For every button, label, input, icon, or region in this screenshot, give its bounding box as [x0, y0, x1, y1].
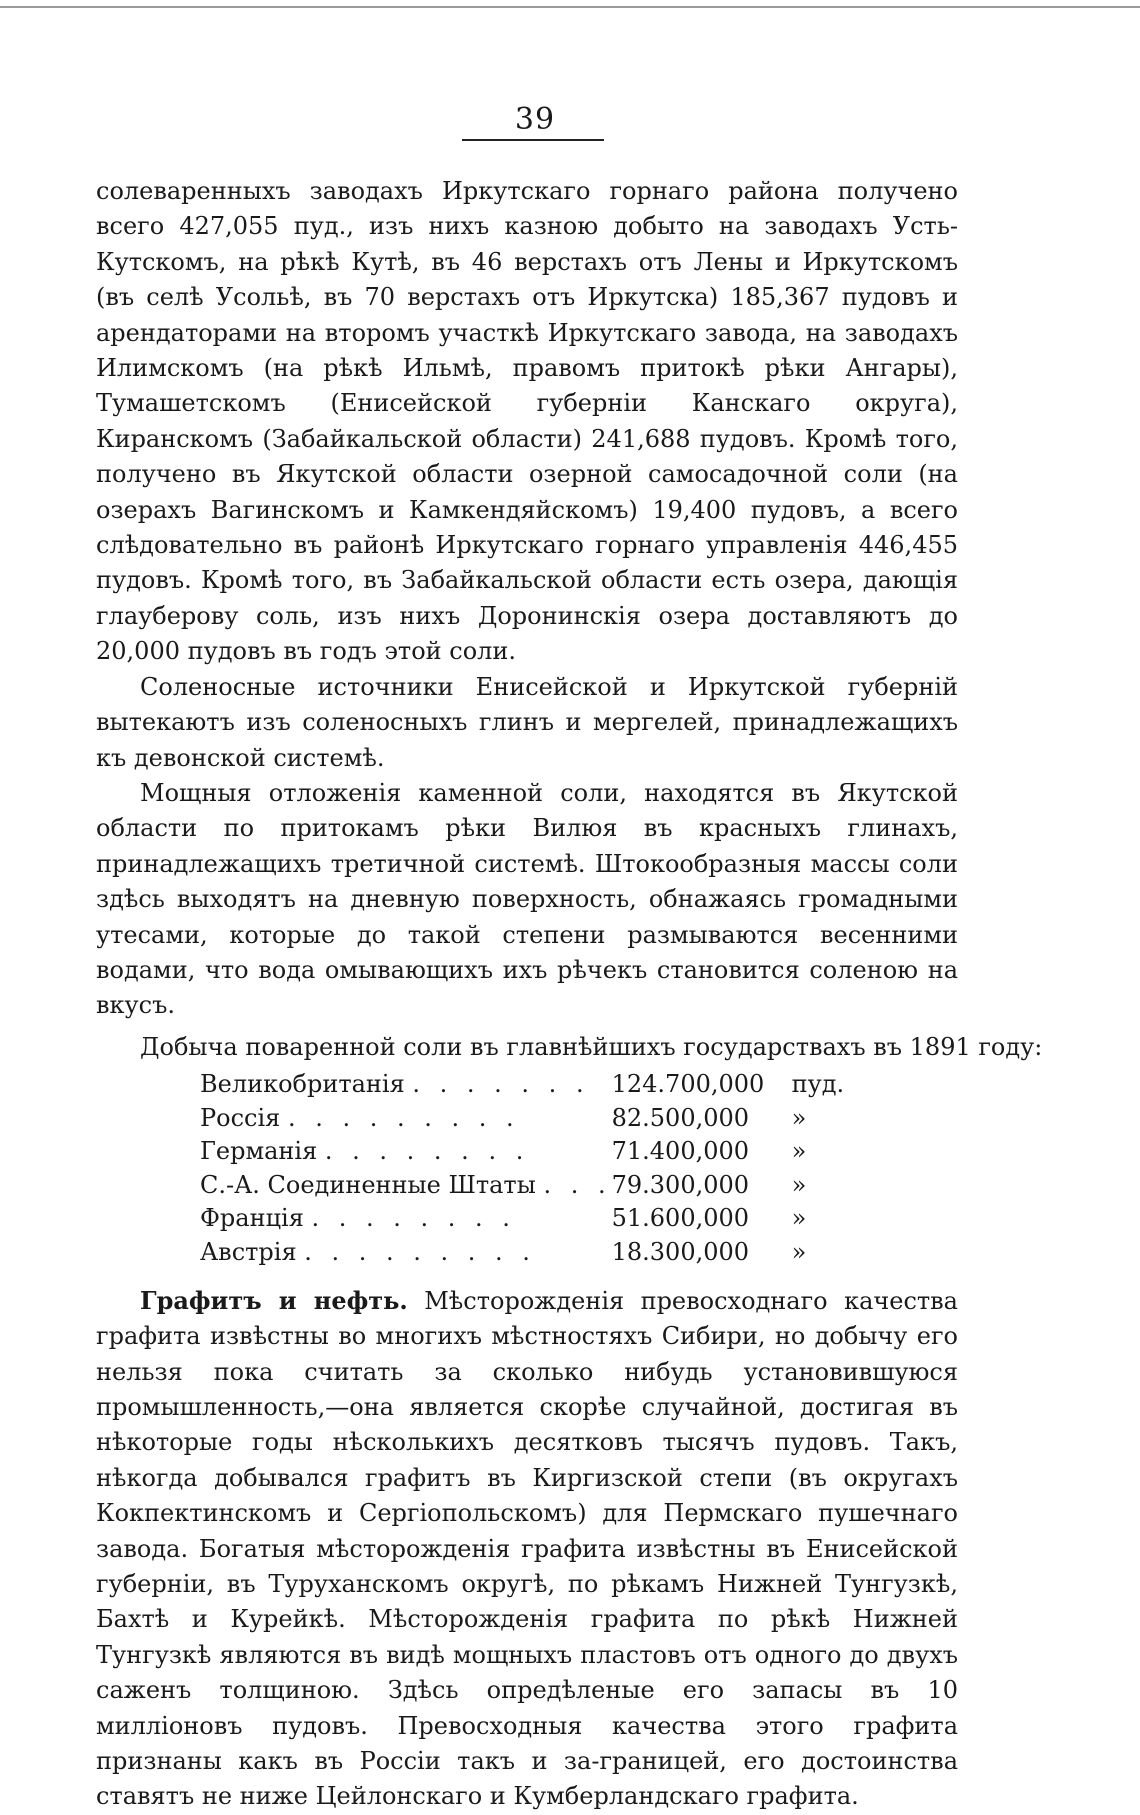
leader-dots: . . . . . . . . — [311, 1204, 516, 1233]
unit-value: » — [791, 1137, 807, 1166]
section-heading-graphite: Графитъ и нефть. — [140, 1285, 408, 1315]
amount-value: 51.600,000 — [611, 1204, 750, 1233]
country-name: Франція — [200, 1204, 304, 1233]
paragraph-graphite-text: Мѣсторожденія превосходнаго качества графита извѣстны во многихъ мѣстностяхъ Сибири, но добычу его нельзя пока считать за сколько нибудь установившуюся промышленность,—она является скорѣе случайной, достигая въ нѣкоторые годы нѣсколькихъ десятковъ тысячъ пудовъ. Такъ, нѣкогда добывался графитъ въ Киргизской степи (въ округахъ Кокпектинскомъ и Сергіопольскомъ) для Пермскаго пушечнаго завода. Богатыя мѣсторожденія графита извѣстны въ Енисейской губерніи, въ Туруханскомъ округѣ, по рѣкамъ Нижней Тунгузкѣ, Бахтѣ и Курейкѣ. Мѣсторожденія графита по рѣкѣ Нижней Тунгузкѣ являются въ видѣ мощныхъ пластовъ отъ одного до двухъ саженъ толщиною. Здѣсь опредѣленые его запасы въ 10 милліоновъ пудовъ. Превосходныя качества этого графита признаны какъ въ Россіи такъ и за-границей, его достоинства ставятъ не ниже Цейлонскаго и Кумберландскаго графита. — [96, 1286, 958, 1811]
unit-value: пуд. — [791, 1069, 845, 1098]
leader-dots: . . . — [543, 1170, 612, 1199]
leader-dots: . . . . . . . . — [324, 1137, 530, 1166]
country-name: Германія — [200, 1137, 318, 1166]
table-row — [200, 1101, 852, 1135]
paragraph-rock-salt: Мощныя отложенія каменной соли, находятся въ Якутской области по притокамъ рѣки Вилюя въ красныхъ глинахъ, принадлежащихъ третичной системѣ. Штокообразныя массы соли здѣсь выходятъ на дневную поверхность, обнажаясь громадными утесами, которые до такой степени размываются весенними водами, что вода омывающихъ ихъ рѣчекъ становится соленою на вкусъ. — [96, 778, 958, 1020]
leader-dots: . . . . . . . — [412, 1069, 590, 1098]
amount-value: 82.500,000 — [611, 1103, 750, 1132]
leader-dots: . . . . . . . . . — [304, 1237, 536, 1266]
unit-value: » — [791, 1103, 807, 1132]
salt-table-heading: Добыча поваренной соли въ главнѣйшихъ государствахъ въ 1891 году: — [140, 1032, 1043, 1061]
country-name: С.-А. Соединенные Штаты — [200, 1170, 536, 1199]
paragraph-salt-works: солеваренныхъ заводахъ Иркутскаго горнаго района получено всего 427,055 пуд., изъ нихъ казною добыто на заводахъ Усть-Кутскомъ, на рѣкѣ Кутѣ, въ 46 верстахъ отъ Лены и Иркутскомъ (въ селѣ Усольѣ, въ 70 верстахъ отъ Иркутска) 185,367 пудовъ и арендаторами на второмъ участкѣ Иркутскаго завода, на заводахъ Илимскомъ (на рѣкѣ Ильмѣ, правомъ притокѣ рѣки Ангары), Тумашетскомъ (Енисейской губерніи Канскаго округа), Киранскомъ (Забайкальской области) 241,688 пудовъ. Кромѣ того, получено въ Якутской области озерной самосадочной соли (на озерахъ Вагинскомъ и Камкендяйскомъ) 19,400 пудовъ, а всего слѣдовательно въ районѣ Иркутскаго горнаго управленія 446,455 пудовъ. Кромѣ того, въ Забайкальской области есть озера, дающія глауберову соль, изъ нихъ Доронинскія озера доставляютъ до 20,000 пудовъ въ годъ этой соли. — [96, 177, 958, 666]
unit-value: » — [791, 1170, 807, 1199]
country-name: Россія — [200, 1103, 281, 1132]
table-row — [200, 1235, 852, 1269]
table-row — [200, 1067, 852, 1101]
table-row — [200, 1168, 852, 1202]
page-number: 39 — [514, 102, 556, 137]
country-name: Австрія — [200, 1237, 297, 1266]
salt-production-table — [200, 1067, 852, 1269]
table-row — [200, 1202, 852, 1236]
amount-value: 79.300,000 — [611, 1170, 750, 1199]
top-border-line — [0, 6, 1140, 8]
amount-value: 18.300,000 — [611, 1237, 750, 1266]
table-row — [200, 1134, 852, 1168]
unit-value: » — [791, 1237, 807, 1266]
paragraph-salt-springs: Соленосные источники Енисейской и Иркутской губерній вытекаютъ изъ соленосныхъ глинъ и мергелей, принадлежащихъ къ девонской системѣ. — [96, 672, 958, 772]
text-column — [96, 174, 1043, 1815]
leader-dots: . . . . . . . . . — [287, 1103, 520, 1132]
country-name: Великобританія — [200, 1069, 405, 1098]
unit-value: » — [791, 1204, 807, 1233]
paragraph-graphite — [96, 1283, 958, 1815]
amount-value: 71.400,000 — [611, 1137, 750, 1166]
amount-value: 124.700,000 — [611, 1069, 765, 1098]
page-number-rule — [462, 139, 604, 141]
